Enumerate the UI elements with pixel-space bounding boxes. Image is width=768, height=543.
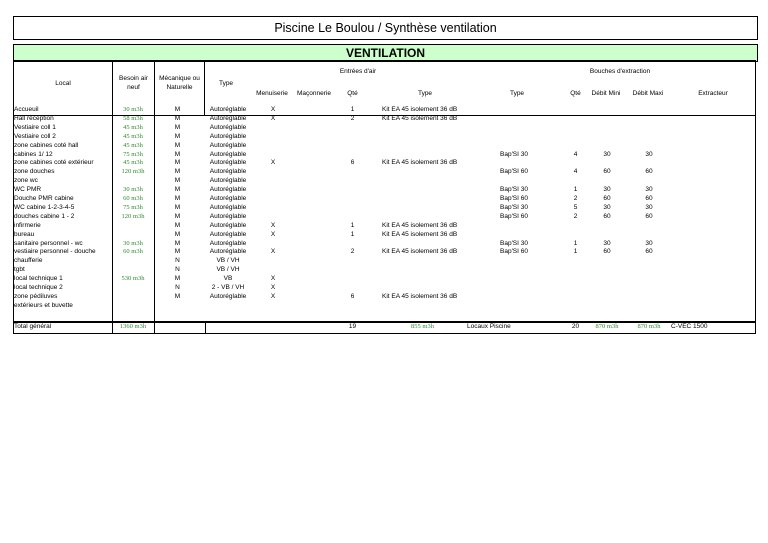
extract-mini: 60 [603, 248, 611, 256]
room-name: bureau [14, 230, 35, 238]
hdr-local: Local [55, 80, 71, 87]
room-name: tgbt [14, 266, 25, 274]
air-need: 45 m3h [123, 123, 143, 131]
inlet-qty: 1 [350, 221, 355, 229]
menuiserie-mark: X [270, 275, 276, 283]
menuiserie-mark: X [270, 106, 276, 113]
mech-or-natural: M [174, 159, 181, 167]
room-name: local technique 1 [14, 275, 63, 283]
inlet-type: Kit EA 45 isolement 36 dB [382, 248, 458, 256]
total-qte2: 20 [571, 323, 580, 330]
mech-or-natural: M [174, 203, 181, 211]
air-need: 75 m3h [123, 203, 143, 211]
air-need: 60 m3h [123, 248, 143, 256]
vent-type: VB / VH [216, 257, 240, 265]
extract-maxi: 30 [645, 186, 653, 194]
mech-or-natural: M [174, 132, 181, 140]
total-locaux: Locaux Piscine [467, 323, 511, 330]
menuiserie-mark: X [270, 230, 276, 238]
extract-mini: 30 [603, 203, 611, 211]
vent-type: Autoréglable [209, 150, 247, 158]
vent-type: Autoréglable [209, 230, 247, 238]
air-need: 60 m3h [123, 195, 143, 202]
extract-type: Bap'SI 30 [500, 186, 528, 194]
mech-or-natural: M [174, 195, 181, 202]
inlet-type: Kit EA 45 isolement 36 dB [382, 221, 458, 229]
hdr-besoin-l2: neuf [127, 84, 140, 91]
air-need: 120 m3h [121, 168, 145, 176]
room-name: extérieurs et buvette [14, 301, 73, 309]
room-name: chaufferie [14, 257, 43, 265]
mech-or-natural: M [174, 106, 181, 113]
room-name: zone pédiluves [14, 292, 58, 300]
extract-mini: 30 [603, 239, 611, 247]
title-text: Piscine Le Boulou / Synthèse ventilation [274, 21, 497, 35]
room-name: Vestiaire coll 2 [14, 132, 56, 140]
inlet-qty: 1 [350, 230, 355, 238]
air-need: 30 m3h [123, 239, 143, 247]
extract-mini: 60 [603, 168, 611, 176]
sep-5 [154, 116, 155, 322]
mech-or-natural: N [175, 284, 180, 291]
extract-qty: 5 [573, 203, 578, 211]
extract-mini: 60 [603, 212, 611, 220]
extract-qty: 1 [573, 248, 578, 256]
vent-type: Autoréglable [209, 168, 247, 176]
vent-type: Autoréglable [209, 141, 247, 149]
mech-or-natural: N [175, 257, 180, 265]
inlet-type: Kit EA 45 isolement 36 dB [382, 106, 458, 113]
vent-type: Autoréglable [209, 132, 247, 140]
hdr-entrees: Entrées d'air [339, 68, 377, 75]
air-need: 75 m3h [123, 150, 143, 158]
inlet-qty: 2 [350, 248, 355, 256]
total-mini: 870 m3h [595, 323, 619, 330]
extract-maxi: 30 [645, 203, 653, 211]
air-need: 45 m3h [123, 141, 143, 149]
mech-or-natural: N [175, 266, 180, 274]
total-extracteur: C-VEC 1500 [671, 323, 708, 330]
mech-or-natural: M [174, 168, 181, 176]
vent-type: Autoréglable [209, 212, 247, 220]
sep-7 [154, 322, 155, 334]
hdr-debit-mini: Débit Mini [591, 90, 621, 97]
mech-or-natural: M [174, 239, 181, 247]
inlet-qty: 1 [350, 106, 355, 113]
air-need: 120 m3h [121, 212, 145, 220]
total-label: Total général [14, 323, 52, 330]
inlet-qty: 6 [350, 292, 355, 300]
extract-type: Bap'SI 30 [500, 239, 528, 247]
menuiserie-mark: X [270, 248, 276, 256]
menuiserie-mark: X [270, 221, 276, 229]
vent-type: VB [223, 275, 233, 283]
mech-or-natural: M [174, 186, 181, 194]
extract-maxi: 60 [645, 195, 653, 202]
menuiserie-mark: X [270, 114, 276, 122]
extract-qty: 4 [573, 168, 578, 176]
hdr-qte: Qté [347, 90, 358, 97]
mech-or-natural: M [174, 141, 181, 149]
hdr-debit-maxi: Débit Maxi [632, 90, 664, 97]
mech-or-natural: M [174, 123, 181, 131]
hdr-mec-l2: Naturelle [166, 84, 193, 91]
vent-type: Autoréglable [209, 195, 247, 202]
room-name: vestiaire personnel - douche [14, 248, 96, 256]
air-need: 45 m3h [123, 132, 143, 140]
room-name: sanitaire personnel - wc [14, 239, 83, 247]
vent-type: Autoréglable [209, 123, 247, 131]
room-name: Accueuil [14, 106, 39, 113]
mech-or-natural: M [174, 150, 181, 158]
hdr-menuiserie: Menuiserie [256, 90, 288, 97]
inlet-type: Kit EA 45 isolement 36 dB [382, 159, 458, 167]
extract-maxi: 60 [645, 248, 653, 256]
mech-or-natural: M [174, 275, 181, 283]
air-need: 530 m3h [121, 275, 145, 283]
mech-or-natural: M [174, 177, 181, 185]
inlet-type: Kit EA 45 isolement 36 dB [382, 114, 458, 122]
vent-type: 2 - VB / VH [211, 284, 245, 291]
extract-maxi: 60 [645, 168, 653, 176]
hdr-besoin-l1: Besoin air [119, 75, 148, 82]
extract-qty: 4 [573, 150, 578, 158]
room-name: zone cabines coté hall [14, 141, 79, 149]
inlet-qty: 2 [350, 114, 355, 122]
extract-maxi: 30 [645, 150, 653, 158]
menuiserie-mark: X [270, 292, 276, 300]
extract-type: Bap'SI 60 [500, 195, 528, 202]
air-need: 45 m3h [123, 159, 143, 167]
hdr-besoin [113, 74, 154, 92]
extract-type: Bap'SI 60 [500, 248, 528, 256]
vent-type: Autoréglable [209, 114, 247, 122]
extract-qty: 2 [573, 195, 578, 202]
mech-or-natural: M [174, 292, 181, 300]
vent-type: Autoréglable [209, 177, 247, 185]
room-name: Vestiaire coll 1 [14, 123, 56, 131]
hdr-bouches: Bouches d'extraction [589, 68, 651, 75]
room-name: local technique 2 [14, 284, 63, 291]
inlet-type: Kit EA 45 isolement 36 dB [382, 230, 458, 238]
mech-or-natural: M [174, 114, 181, 122]
room-name: Douche PMR cabine [14, 195, 74, 202]
hdr-mecanique [155, 74, 204, 92]
hdr-extracteur: Extracteur [698, 90, 728, 97]
extract-type: Bap'SI 60 [500, 168, 528, 176]
extract-mini: 30 [603, 186, 611, 194]
hdr-qte2: Qté [570, 90, 581, 97]
room-name: zone cabines coté extérieur [14, 159, 94, 167]
extract-mini: 60 [603, 195, 611, 202]
room-name: douches cabine 1 - 2 [14, 212, 75, 220]
hdr-type: Type [218, 80, 234, 87]
extract-maxi: 60 [645, 212, 653, 220]
vent-type: Autoréglable [209, 292, 247, 300]
total-besoin: 1360 m3h [119, 323, 147, 330]
room-name: cabines 1/ 12 [14, 150, 53, 158]
extract-type: Bap'SI 60 [500, 212, 528, 220]
total-qte: 19 [348, 323, 357, 330]
vent-type: VB / VH [216, 266, 240, 274]
total-maxi: 870 m3h [637, 323, 661, 330]
air-need: 58 m3h [123, 114, 143, 122]
extract-qty: 1 [573, 239, 578, 247]
inlet-qty: 6 [350, 159, 355, 167]
mech-or-natural: M [174, 248, 181, 256]
room-name: WC PMR [14, 186, 42, 194]
vent-type: Autoréglable [209, 248, 247, 256]
room-name: WC cabine 1-2-3-4-5 [14, 203, 75, 211]
extract-maxi: 30 [645, 239, 653, 247]
mech-or-natural: M [174, 221, 181, 229]
inlet-type: Kit EA 45 isolement 36 dB [382, 292, 458, 300]
vent-type: Autoréglable [209, 221, 247, 229]
page-title [13, 16, 758, 40]
air-need: 30 m3h [123, 186, 143, 194]
section-text: VENTILATION [345, 46, 426, 60]
hdr-mec-l1: Mécanique ou [159, 75, 200, 82]
sep-8 [205, 322, 206, 334]
menuiserie-mark: X [270, 284, 276, 291]
extract-type: Bap'SI 30 [500, 150, 528, 158]
extract-qty: 1 [573, 186, 578, 194]
air-need: 30 m3h [123, 106, 143, 113]
vent-type: Autoréglable [209, 186, 247, 194]
vent-type: Autoréglable [209, 239, 247, 247]
mech-or-natural: M [174, 230, 181, 238]
room-name: Hall réception [14, 114, 54, 122]
menuiserie-mark: X [270, 159, 276, 167]
extract-type: Bap'SI 30 [500, 203, 528, 211]
vent-type: Autoréglable [209, 159, 247, 167]
hdr-type2: Type [417, 90, 433, 97]
vent-type: Autoréglable [209, 106, 247, 113]
total-ea-debit: 855 m3h [411, 323, 434, 330]
room-name: zone wc [14, 177, 38, 185]
extract-mini: 30 [603, 150, 611, 158]
extract-qty: 2 [573, 212, 578, 220]
room-name: infirmerie [14, 221, 41, 229]
hdr-maconnerie: Maçonnerie [297, 90, 331, 97]
hdr-type3: Type [509, 90, 525, 97]
mech-or-natural: M [174, 212, 181, 220]
room-name: zone douches [14, 168, 55, 176]
vent-type: Autoréglable [209, 203, 247, 211]
